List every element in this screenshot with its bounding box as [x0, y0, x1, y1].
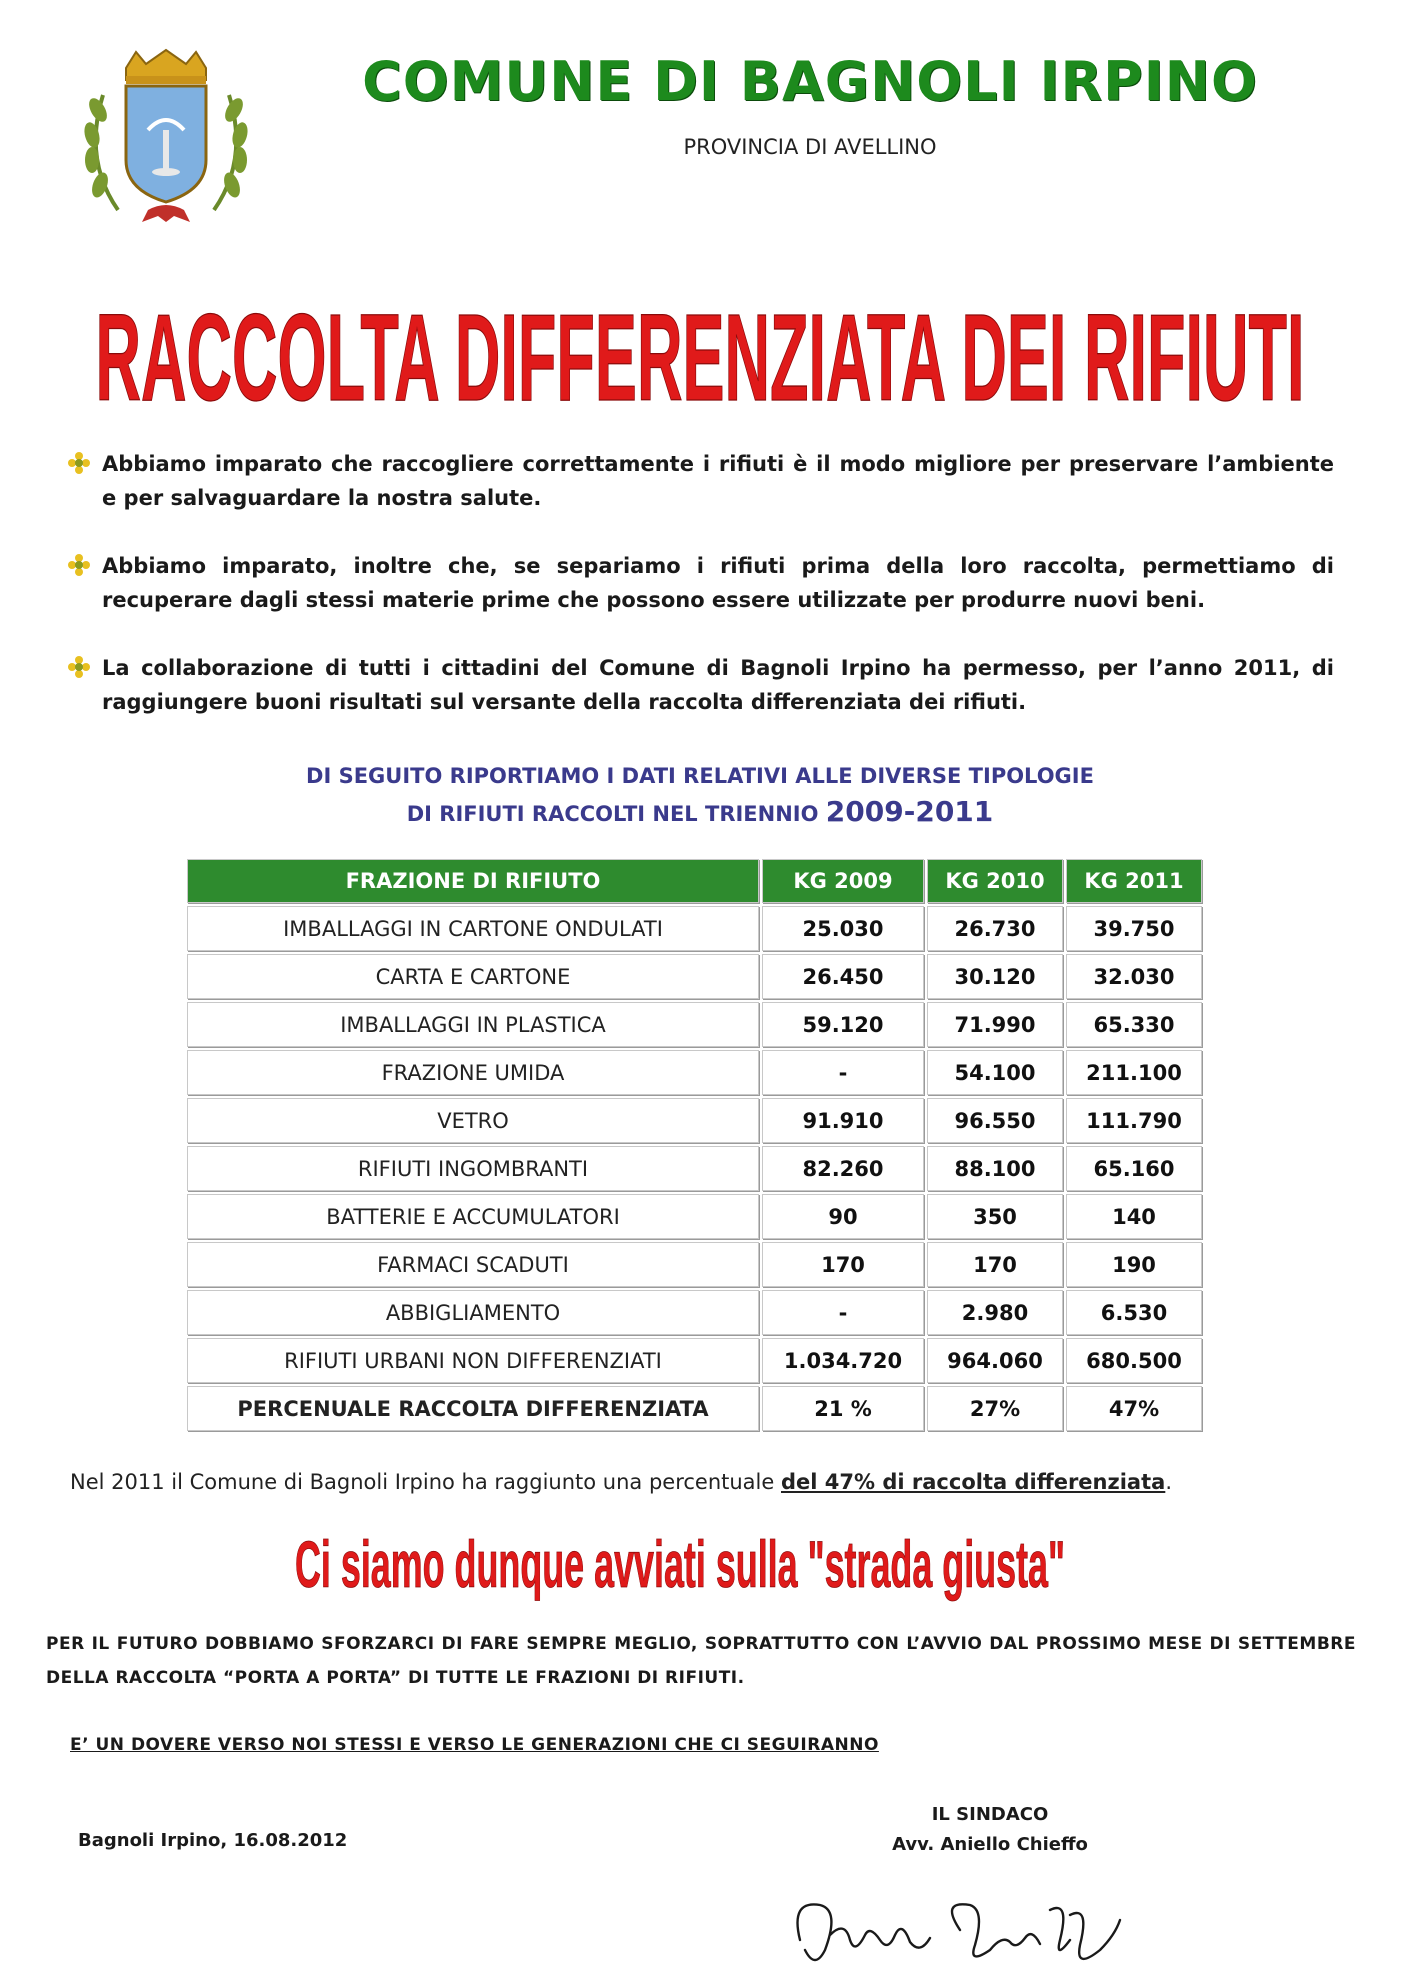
slogan — [250, 1515, 1110, 1605]
kg-2011-cell: 47% — [1066, 1386, 1202, 1431]
fraction-name-cell: RIFIUTI URBANI NON DIFFERENZIATI — [187, 1338, 759, 1383]
table-intro — [140, 758, 1260, 832]
kg-2009-cell: 26.450 — [762, 954, 924, 999]
bullet-text: Abbiamo imparato che raccogliere correttamente i rifiuti è il modo migliore per preservare l’ambiente e per salvaguardare la nostra salute. — [102, 452, 1334, 510]
kg-2011-cell: 32.030 — [1066, 954, 1202, 999]
kg-2011-cell: 6.530 — [1066, 1290, 1202, 1335]
kg-2011-cell: 65.160 — [1066, 1146, 1202, 1191]
document-date: Bagnoli Irpino, 16.08.2012 — [78, 1830, 348, 1851]
kg-2009-cell: 59.120 — [762, 1002, 924, 1047]
flower-bullet-icon — [68, 452, 90, 474]
intro-line-2 — [140, 794, 1260, 832]
kg-2010-cell: 30.120 — [927, 954, 1063, 999]
kg-2009-cell: - — [762, 1290, 924, 1335]
table-row — [187, 1146, 1202, 1191]
kg-2010-cell: 96.550 — [927, 1098, 1063, 1143]
table-row — [187, 906, 1202, 951]
header-kg-2009: KG 2009 — [762, 859, 924, 903]
kg-2011-cell: 190 — [1066, 1242, 1202, 1287]
kg-2010-cell: 170 — [927, 1242, 1063, 1287]
fraction-name-cell: VETRO — [187, 1098, 759, 1143]
kg-2010-cell: 2.980 — [927, 1290, 1063, 1335]
kg-2010-cell: 964.060 — [927, 1338, 1063, 1383]
fraction-name-cell: CARTA E CARTONE — [187, 954, 759, 999]
kg-2009-cell: - — [762, 1050, 924, 1095]
kg-2010-cell: 350 — [927, 1194, 1063, 1239]
future-paragraph: PER IL FUTURO DOBBIAMO SFORZARCI DI FARE SEMPRE MEGLIO, SOPRATTUTTO CON L’AVVIO DAL PROSSIMO MESE DI SETTEMBRE DELLA RACCOLTA “PORTA A PORTA” DI TUTTE LE FRAZIONI DI RIFIUTI. — [46, 1634, 1356, 1688]
fraction-name-cell: RIFIUTI INGOMBRANTI — [187, 1146, 759, 1191]
headline-text: RACCOLTA DIFFERENZIATA DEI RIFIUTI — [95, 287, 1305, 427]
slogan-text: Ci siamo dunque avviati sulla "strada giusta" — [295, 1527, 1065, 1601]
intro-line-1: DI SEGUITO RIPORTIAMO I DATI RELATIVI ALLE DIVERSE TIPOLOGIE — [306, 764, 1094, 788]
intro-years: 2009-2011 — [825, 795, 994, 828]
kg-2011-cell: 680.500 — [1066, 1338, 1202, 1383]
table-row — [187, 1050, 1202, 1095]
headline — [60, 287, 1340, 427]
duty-statement: E’ UN DOVERE VERSO NOI STESSI E VERSO LE GENERAZIONI CHE CI SEGUIRANNO — [70, 1735, 879, 1755]
header-kg-2010: KG 2010 — [927, 859, 1063, 903]
kg-2009-cell: 91.910 — [762, 1098, 924, 1143]
fraction-name-cell: FARMACI SCADUTI — [187, 1242, 759, 1287]
kg-2009-cell: 170 — [762, 1242, 924, 1287]
page-title: COMUNE DI BAGNOLI IRPINO — [362, 50, 1258, 113]
kg-2009-cell: 21 % — [762, 1386, 924, 1431]
fraction-name-cell: PERCENUALE RACCOLTA DIFFERENZIATA — [187, 1386, 759, 1431]
kg-2010-cell: 26.730 — [927, 906, 1063, 951]
table-row — [187, 1194, 1202, 1239]
table-row — [187, 1386, 1202, 1431]
table-row — [187, 1290, 1202, 1335]
kg-2011-cell: 211.100 — [1066, 1050, 1202, 1095]
mayor-name: Avv. Aniello Chieffo — [892, 1834, 1088, 1855]
kg-2011-cell: 65.330 — [1066, 1002, 1202, 1047]
fraction-name-cell: IMBALLAGGI IN PLASTICA — [187, 1002, 759, 1047]
table-row — [187, 1338, 1202, 1383]
table-header-row — [187, 859, 1202, 903]
bullet-item — [64, 549, 1334, 617]
mayor-role: IL SINDACO — [931, 1804, 1049, 1825]
fraction-name-cell: ABBIGLIAMENTO — [187, 1290, 759, 1335]
kg-2010-cell: 88.100 — [927, 1146, 1063, 1191]
bullet-item — [64, 447, 1334, 515]
table-row — [187, 1242, 1202, 1287]
table-row — [187, 954, 1202, 999]
header-fraction: FRAZIONE DI RIFIUTO — [187, 859, 759, 903]
intro-line-2-text: DI RIFIUTI RACCOLTI NEL TRIENNIO — [406, 802, 826, 826]
kg-2010-cell: 71.990 — [927, 1002, 1063, 1047]
table-row — [187, 1002, 1202, 1047]
kg-2009-cell: 90 — [762, 1194, 924, 1239]
kg-2011-cell: 111.790 — [1066, 1098, 1202, 1143]
coat-of-arms-icon — [78, 50, 254, 228]
kg-2009-cell: 82.260 — [762, 1146, 924, 1191]
table-row — [187, 1098, 1202, 1143]
waste-data-table — [184, 856, 1205, 1434]
province-subtitle: PROVINCIA DI AVELLINO — [683, 135, 937, 159]
flower-bullet-icon — [68, 656, 90, 678]
kg-2010-cell: 27% — [927, 1386, 1063, 1431]
fraction-name-cell: FRAZIONE UMIDA — [187, 1050, 759, 1095]
mayor-block — [840, 1800, 1140, 1860]
kg-2009-cell: 25.030 — [762, 906, 924, 951]
kg-2011-cell: 140 — [1066, 1194, 1202, 1239]
fraction-name-cell: BATTERIE E ACCUMULATORI — [187, 1194, 759, 1239]
signature — [770, 1880, 1150, 1980]
header-kg-2011: KG 2011 — [1066, 859, 1202, 903]
conclusion-main: Nel 2011 il Comune di Bagnoli Irpino ha raggiunto una percentuale — [70, 1470, 781, 1494]
flower-bullet-icon — [68, 554, 90, 576]
conclusion-text — [70, 1470, 1350, 1494]
bullet-item — [64, 651, 1334, 719]
fraction-name-cell: IMBALLAGGI IN CARTONE ONDULATI — [187, 906, 759, 951]
bullet-text: Abbiamo imparato, inoltre che, se separiamo i rifiuti prima della loro raccolta, permettiamo di recuperare dagli stessi materie prime che possono essere utilizzate per produrre nuovi beni. — [102, 554, 1334, 612]
bullet-text: La collaborazione di tutti i cittadini del Comune di Bagnoli Irpino ha permesso, per l’anno 2011, di raggiungere buoni risultati sul versante della raccolta differenziata dei rifiuti. — [102, 656, 1334, 714]
kg-2011-cell: 39.750 — [1066, 906, 1202, 951]
kg-2009-cell: 1.034.720 — [762, 1338, 924, 1383]
kg-2010-cell: 54.100 — [927, 1050, 1063, 1095]
conclusion-emphasis: del 47% di raccolta differenziata — [781, 1470, 1166, 1494]
conclusion-end: . — [1165, 1470, 1172, 1494]
